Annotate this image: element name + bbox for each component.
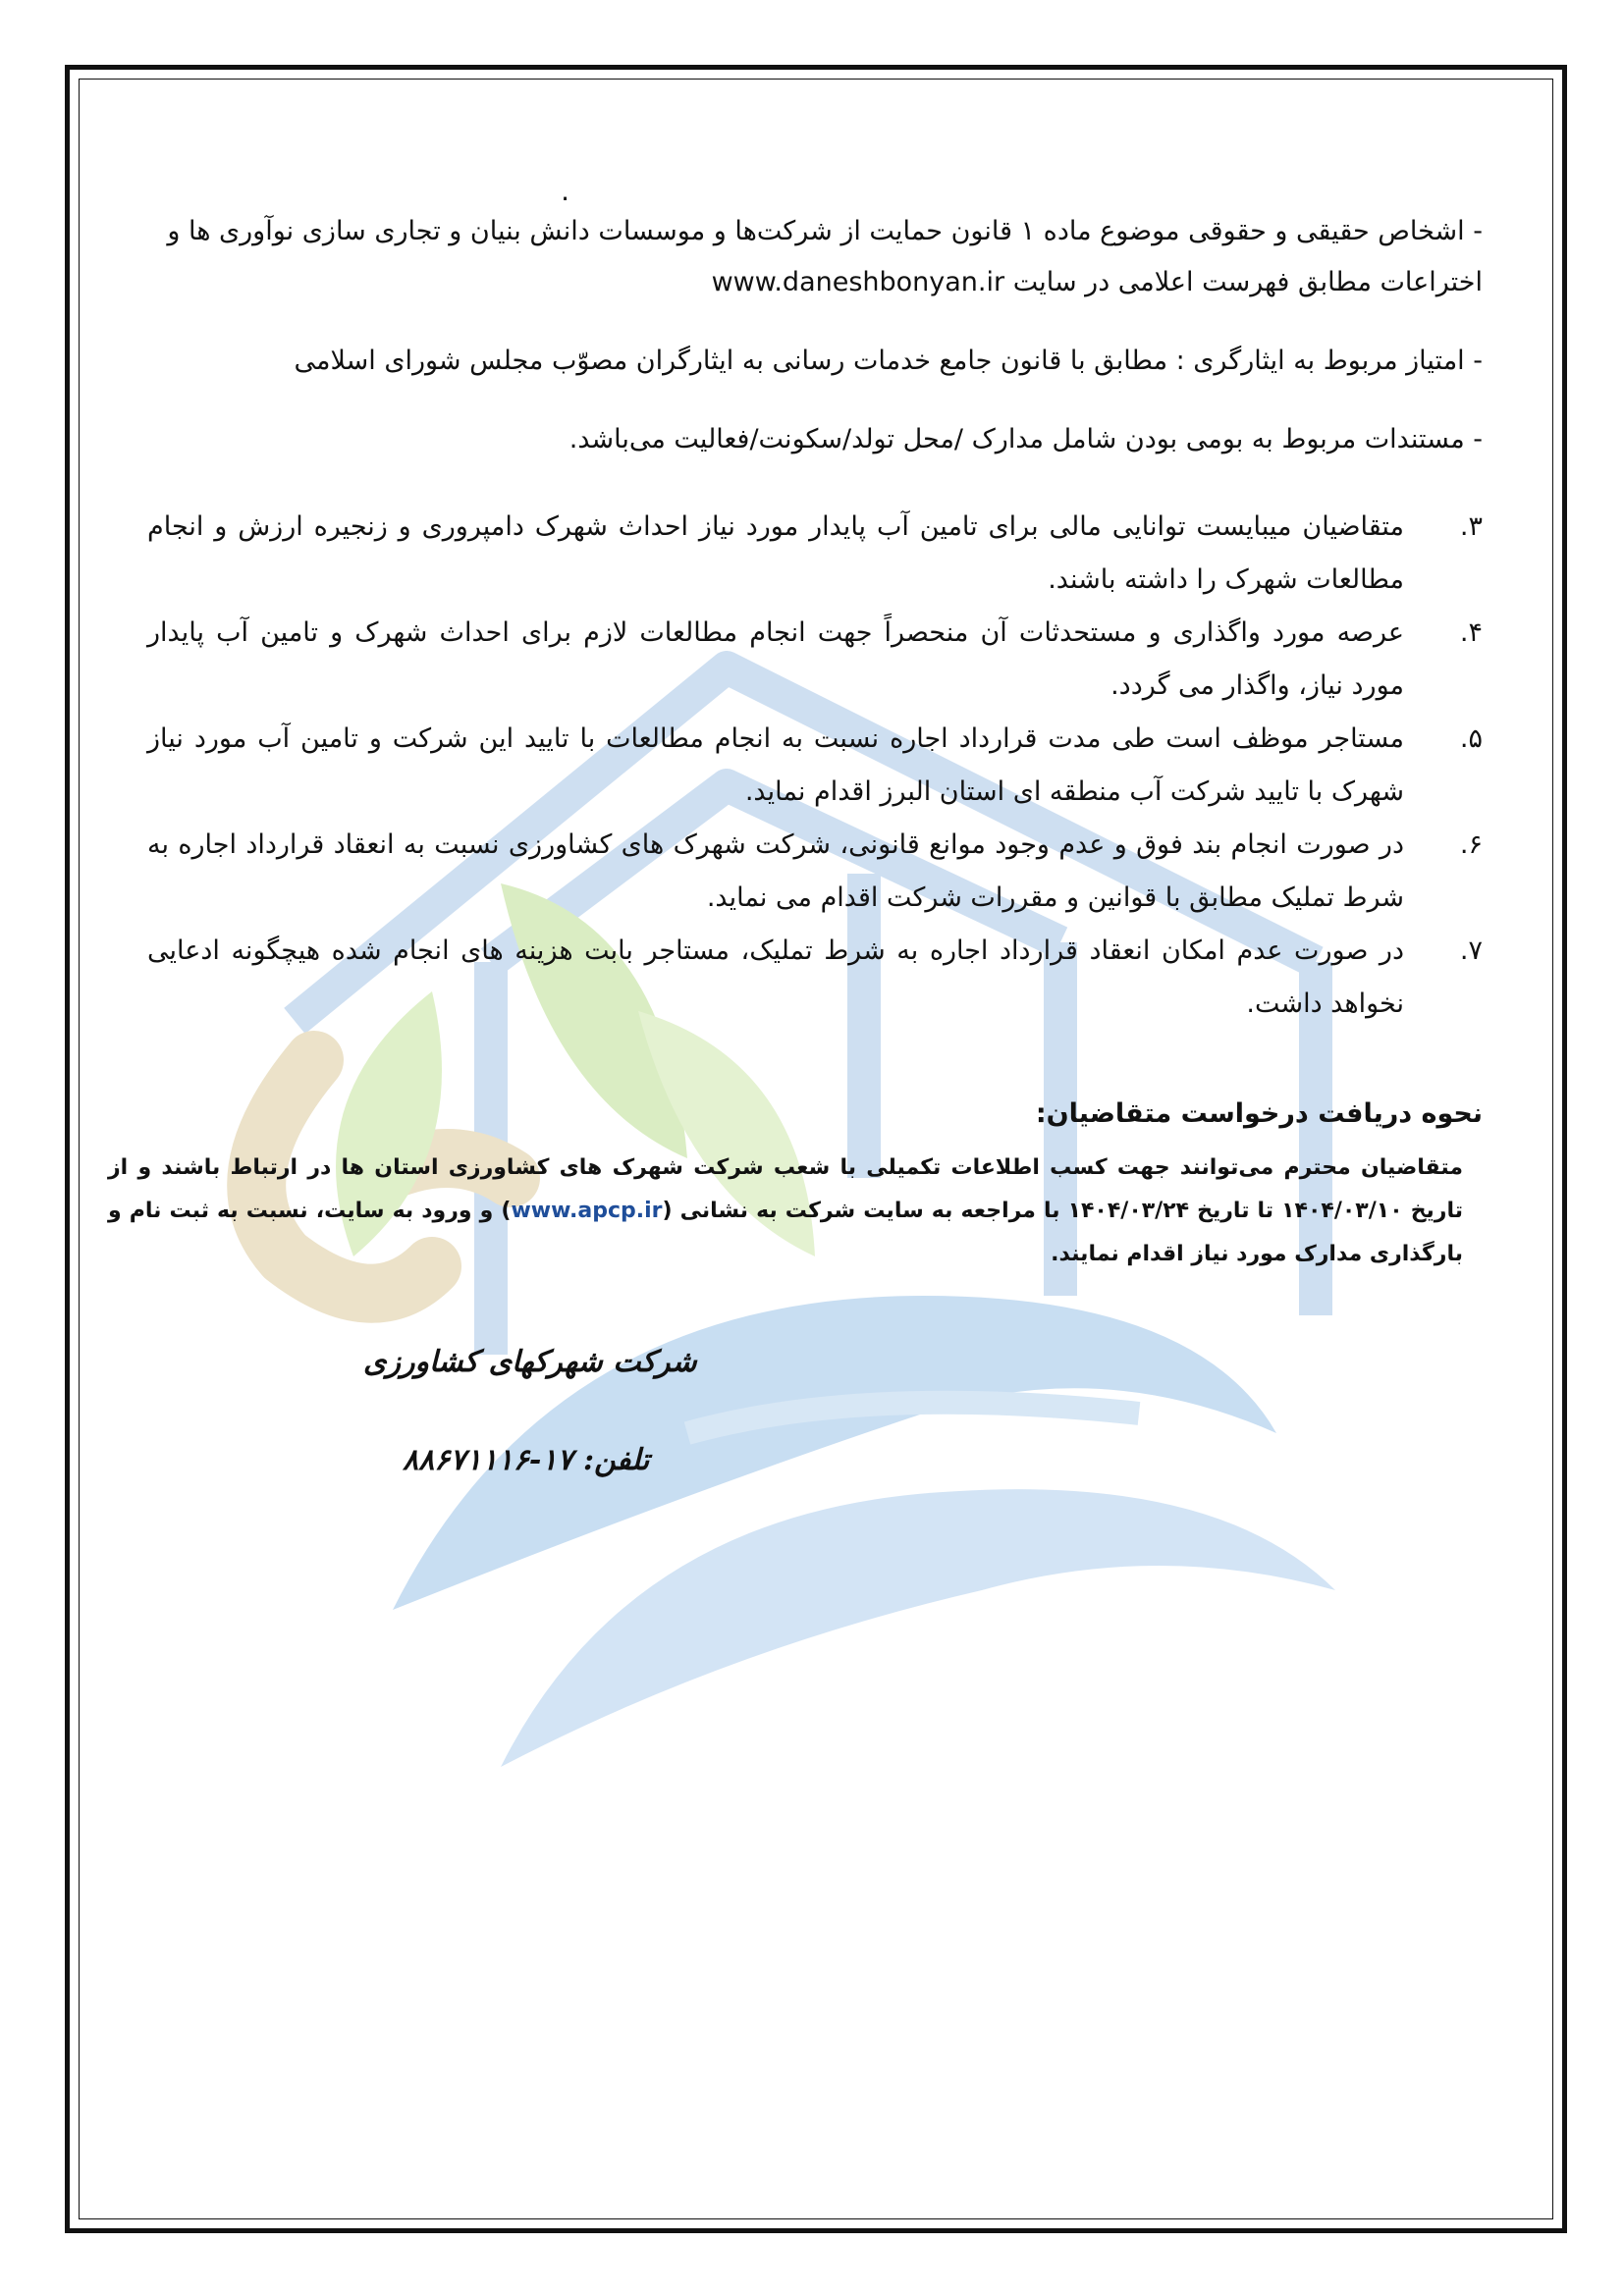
request-text-before: متقاضیان محترم می‌توانند جهت کسب اطلاعات تکمیلی با شعب شرکت شهرک های کشاورزی استان ها در ارتباط باشند و از تاریخ ۱۴۰۴/۰۳/۱۰ تا تاریخ ۱۴۰۴/۰۳/۲۴ با مراجعه به سایت شرکت به نشانی ( bbox=[108, 1155, 1463, 1223]
list-item bbox=[147, 501, 1483, 607]
list-item bbox=[147, 819, 1483, 925]
bullet-item-native-docs: - مستندات مربوط به بومی بودن شامل مدارک /محل تولد/سکونت/فعالیت می‌باشد. bbox=[568, 424, 1483, 454]
request-heading: نحوه دریافت درخواست متقاضیان: bbox=[1035, 1098, 1483, 1129]
list-item-number: ۳. bbox=[1459, 511, 1483, 542]
request-text-after: ) و ورود به سایت، نسبت به ثبت نام و بارگذاری مدارک مورد نیاز اقدام نمایند. bbox=[108, 1199, 1463, 1266]
document-body bbox=[108, 147, 1483, 1276]
list-item bbox=[147, 713, 1483, 819]
request-paragraph bbox=[108, 1147, 1463, 1276]
list-item-text: در صورت عدم امکان انعقاد قرارداد اجاره به شرط تملیک، مستاجر بابت هزینه های انجام شده هیچگونه ادعایی نخواهد داشت. bbox=[147, 935, 1404, 1019]
list-item-number: ۷. bbox=[1459, 935, 1483, 966]
list-item-text: مستاجر موظف است طی مدت قرارداد اجاره نسبت به انجام مطالعات با تایید این شرکت و تامین آب مورد نیاز شهرک با تایید شرکت آب منطقه ای استان البرز اقدام نماید. bbox=[147, 723, 1404, 807]
stray-dot: . bbox=[561, 175, 569, 207]
signature-phone: تلفن: ۱۷-۸۸۶۷۱۱۱۶ bbox=[403, 1443, 650, 1477]
list-item-number: ۵. bbox=[1459, 723, 1483, 754]
list-item-number: ۶. bbox=[1459, 829, 1483, 860]
daneshbonyan-link[interactable]: www.daneshbonyan.ir bbox=[711, 267, 1005, 297]
numbered-conditions-list bbox=[147, 501, 1483, 1031]
bullet-text: - اشخاص حقیقی و حقوقی موضوع ماده ۱ قانون حمایت از شرکت‌ها و موسسات دانش بنیان و تجاری سازی نوآوری ها و اختراعات مطابق فهرست اعلامی در سایت bbox=[167, 216, 1483, 297]
list-item-text: عرصه مورد واگذاری و مستحدثات آن منحصراً جهت انجام مطالعات لازم برای احداث شهرک و تامین آب پایدار مورد نیاز، واگذار می گردد. bbox=[147, 617, 1404, 701]
list-item bbox=[147, 607, 1483, 713]
list-item bbox=[147, 925, 1483, 1031]
list-item-number: ۴. bbox=[1459, 617, 1483, 648]
signature-company-name: شرکت شهرکهای کشاورزی bbox=[363, 1345, 697, 1379]
apcp-link[interactable]: www.apcp.ir bbox=[511, 1199, 663, 1223]
list-item-text: متقاضیان میبایست توانایی مالی برای تامین آب پایدار مورد نیاز احداث شهرک دامپروری و زنجیره ارزش و انجام مطالعات شهرک را داشته باشند. bbox=[147, 511, 1404, 595]
bullet-item-knowledge-based bbox=[147, 206, 1483, 308]
bullet-item-veterans: - امتیاز مربوط به ایثارگری : مطابق با قانون جامع خدمات رسانی به ایثارگران مصوّب مجلس شورای اسلامی bbox=[294, 346, 1483, 376]
list-item-text: در صورت انجام بند فوق و عدم وجود موانع قانونی، شرکت شهرک های کشاورزی نسبت به انعقاد قرارداد اجاره به شرط تملیک مطابق با قوانین و مقررات شرکت اقدام می نماید. bbox=[147, 829, 1404, 913]
